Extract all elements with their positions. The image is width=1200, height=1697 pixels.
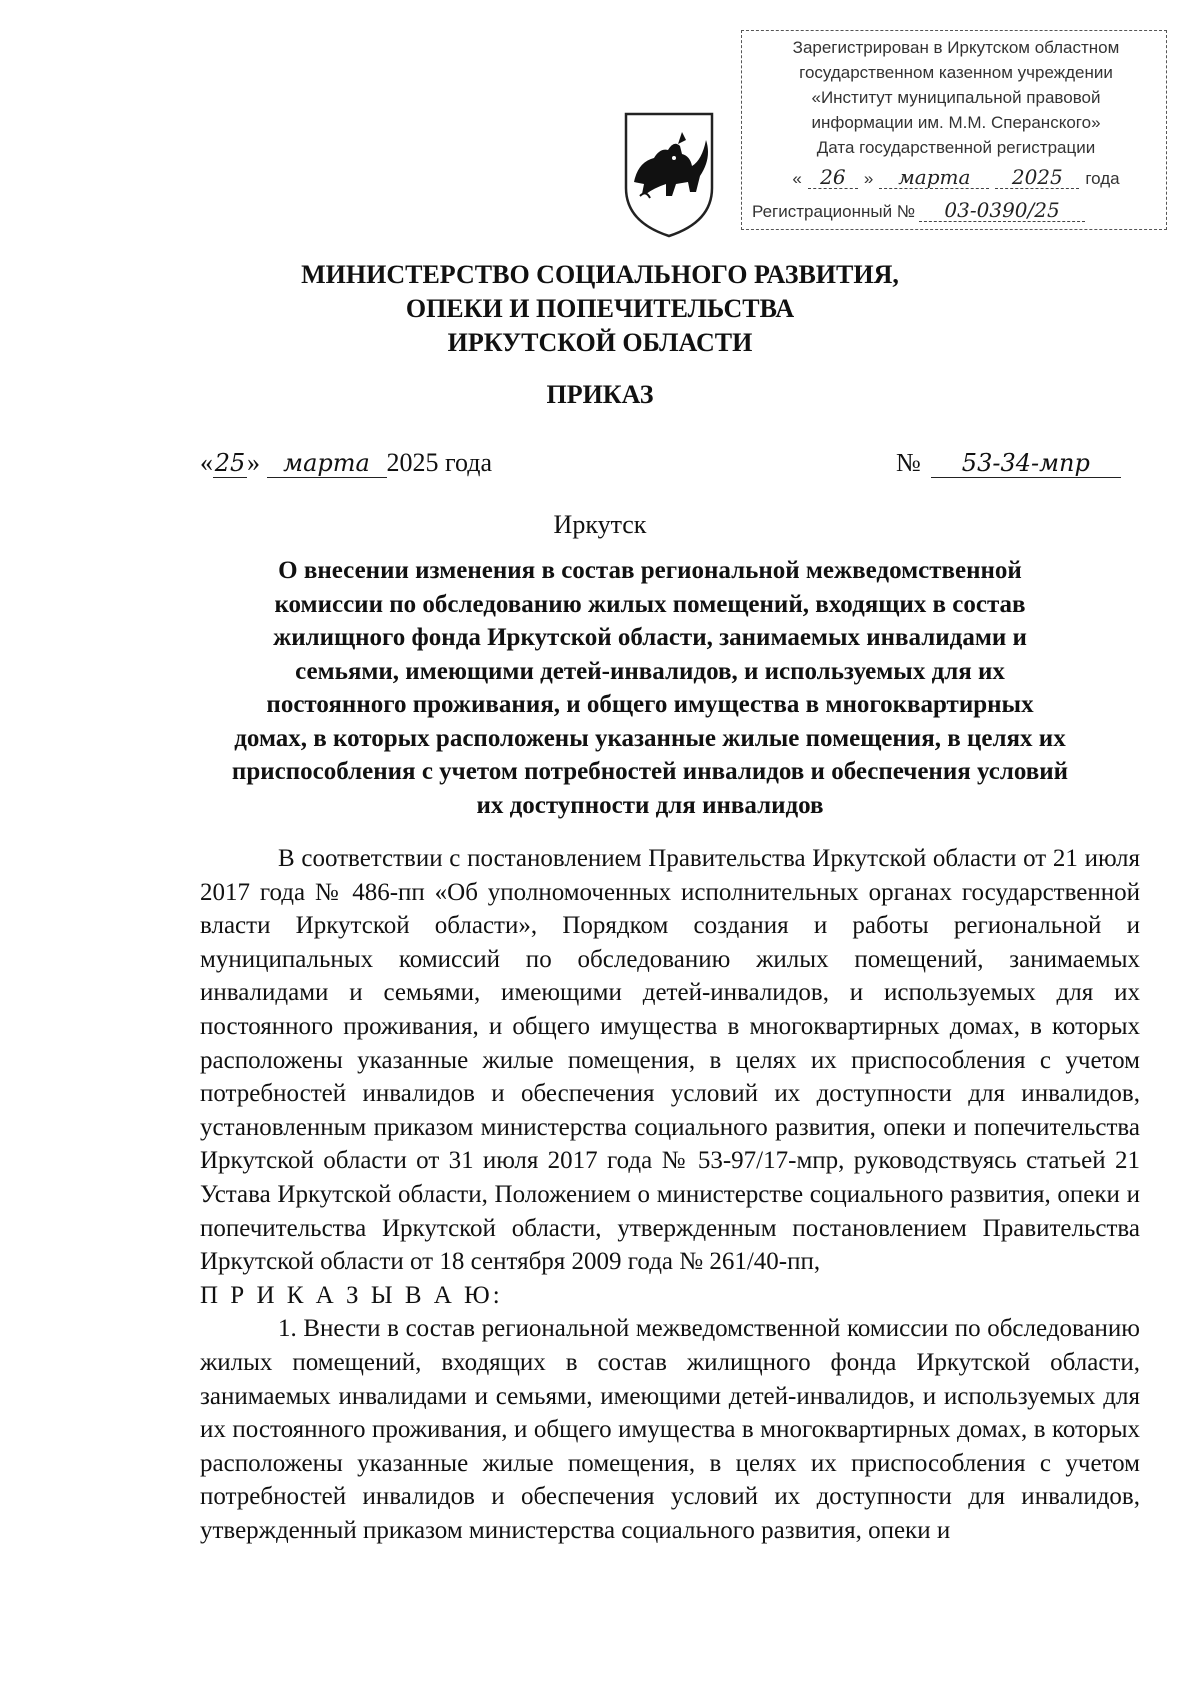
ministry-line: ИРКУТСКОЙ ОБЛАСТИ (447, 328, 753, 357)
stamp-month: марта (879, 166, 989, 189)
stamp-line: «Институт муниципальной правовой (811, 88, 1101, 107)
preamble-paragraph: В соответствии с постановлением Правительства Иркутской области от 21 июля 2017 года № 486-пп «Об уполномоченных исполнительных органах государственной власти Иркутской области», Порядком создания и работы региональной и муниципальных комиссий по обследованию жилых помещений, занимаемых инвалидами и семьями, имеющими детей-инвалидов, и используемых для их постоянного проживания, и общего имущества в многоквартирных домах, в которых расположены указанные жилые помещения, в целях их приспособления с учетом потребностей инвалидов и обеспечения условий их доступности для инвалидов, установленным приказом министерства социального развития, опеки и попечительства Иркутской области от 31 июля 2017 года № 53-97/17-мпр, руководствуясь статьей 21 Устава Иркутской области, Положением о министерстве социального развития, опеки и попечительства Иркутской области, утвержденным постановлением Правительства Иркутской области от 18 сентября 2009 года № 261/40-пп, (200, 845, 1140, 1276)
order-date-close-quote: » (247, 448, 260, 477)
order-number (896, 448, 1121, 478)
stamp-close-quote: » (863, 169, 874, 188)
stamp-year: 2025 (995, 166, 1079, 189)
registration-stamp (741, 30, 1167, 230)
document-type: ПРИКАЗ (546, 380, 654, 409)
city: Иркутск (553, 510, 647, 539)
stamp-day: 26 (808, 166, 858, 189)
ministry-line: МИНИСТЕРСТВО СОЦИАЛЬНОГО РАЗВИТИЯ, (301, 260, 899, 289)
stamp-line: Дата государственной регистрации (816, 138, 1096, 157)
ministry-line: ОПЕКИ И ПОПЕЧИТЕЛЬСТВА (405, 294, 795, 323)
order-year: 2025 года (386, 448, 493, 477)
order-number-label: № (896, 448, 921, 477)
ministry-name (150, 258, 1050, 360)
stamp-registration-number (752, 199, 1160, 224)
coat-of-arms-icon (620, 110, 718, 240)
stamp-line: информации им. М.М. Сперанского» (811, 113, 1101, 132)
order-word: П Р И К А З Ы В А Ю: (200, 1281, 503, 1309)
order-number-value: 53-34-мпр (931, 449, 1121, 478)
order-date (200, 448, 492, 478)
order-subject: О внесении изменения в состав региональной межведомственной комиссии по обследованию жилых помещений, входящих в состав жилищного фонда Иркутской области, занимаемых инвалидами и семьями, имеющими детей-инвалидов, и используемых для их постоянного проживания, и общего имущества в многоквартирных домах, в которых расположены указанные жилые помещения, в целях их приспособления с учетом потребностей инвалидов и обеспечения условий их доступности для инвалидов (231, 557, 1069, 819)
item-1-paragraph: 1. Внести в состав региональной межведомственной комиссии по обследованию жилых помещений, входящих в состав жилищного фонда Иркутской области, занимаемых инвалидами и семьями, имеющими детей-инвалидов, и используемых для их постоянного проживания, и общего имущества в многоквартирных домах, в которых расположены указанные жилые помещения, в целях их приспособления с учетом потребностей инвалидов и обеспечения условий их доступности для инвалидов, утвержденный приказом министерства социального развития, опеки и (200, 1315, 1140, 1544)
stamp-reg-label: Регистрационный № (752, 202, 916, 221)
stamp-line: государственном казенном учреждении (799, 63, 1113, 82)
order-day: 25 (214, 449, 246, 477)
stamp-line: Зарегистрирован в Иркутском областном (792, 38, 1120, 57)
stamp-year-word: года (1085, 169, 1120, 188)
order-body (200, 842, 1140, 1547)
stamp-reg-number: 03-0390/25 (919, 199, 1085, 222)
order-date-open-quote: « (200, 448, 213, 477)
stamp-open-quote: « (792, 169, 802, 188)
stamp-registration-date (752, 166, 1160, 191)
order-month: марта (267, 449, 387, 478)
